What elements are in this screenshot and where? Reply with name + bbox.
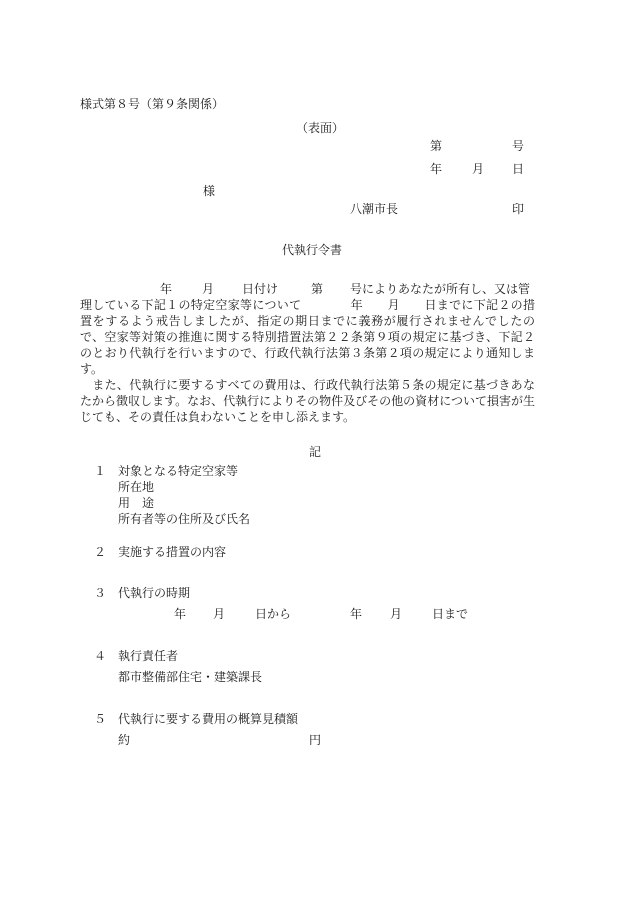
item5-label: 代執行に要する費用の概算見積額	[118, 712, 299, 726]
item5-number: ５	[94, 712, 107, 726]
item1-owner: 所有者等の住所及び氏名	[118, 512, 251, 526]
amount-yen: 円	[309, 733, 322, 747]
item4-value: 都市整備部住宅・建築課長	[118, 670, 263, 684]
document-date-line	[0, 161, 630, 177]
notice-number-prefix: 第	[311, 282, 324, 296]
form-number: 様式第８号（第９条関係）	[80, 97, 225, 111]
period-start-month: 月	[213, 607, 226, 621]
item4-number: ４	[94, 649, 107, 663]
period-start-from: 日から	[255, 607, 292, 621]
recipient-suffix: 様	[203, 184, 216, 198]
item3-label: 代執行の時期	[118, 586, 191, 600]
item3-period-line	[0, 606, 630, 622]
issuer: 八潮市長	[350, 202, 399, 216]
notice-year: 年	[160, 282, 173, 296]
body-first-line	[0, 281, 630, 297]
number-suffix: 号	[512, 139, 525, 153]
document-title: 代執行令書	[282, 243, 343, 257]
period-end-until: 日まで	[432, 607, 469, 621]
side-label: （表面）	[296, 121, 345, 135]
notice-month: 月	[202, 282, 215, 296]
body-paragraph-1: 理している下記１の特定空家等について 年 月 日までに下記２の措置をするよう戒告しましたが、指定の期日までに義務が履行されませんでしたので、空家等対策の推進に関する特別措置法第２２条第９項の規定に基づき、下記２のとおり代執行を行いますので、行政代執行法第３条第２項の規定により通知します。	[80, 298, 535, 376]
date-day: 日	[512, 162, 525, 176]
item1-label: 対象となる特定空家等	[118, 464, 239, 478]
item3-number: ３	[94, 586, 107, 600]
notice-dated: 日付け	[242, 282, 279, 296]
ki-heading: 記	[309, 445, 322, 459]
amount-approx: 約	[118, 733, 131, 747]
date-year: 年	[430, 162, 443, 176]
item1-location: 所在地	[118, 480, 155, 494]
document-number-line	[0, 138, 630, 154]
number-prefix: 第	[430, 139, 443, 153]
period-start-year: 年	[174, 607, 187, 621]
item2-number: ２	[94, 545, 107, 559]
period-end-year: 年	[350, 607, 363, 621]
date-month: 月	[472, 162, 485, 176]
seal-mark: 印	[512, 202, 525, 216]
issuer-line	[0, 201, 630, 217]
notice-line1-rest: 号によりあなたが所有し、又は管	[350, 282, 531, 296]
item1-number: １	[94, 464, 107, 478]
item4-label: 執行責任者	[118, 649, 179, 663]
item5-amount-line	[0, 732, 630, 748]
period-end-month: 月	[390, 607, 403, 621]
item1-use: 用 途	[118, 496, 155, 510]
item2-label: 実施する措置の内容	[118, 545, 227, 559]
body-paragraph-2: また、代執行に要するすべての費用は、行政代執行法第５条の規定に基づきあなたから徴収します。なお、代執行によりその物件及びその他の資材について損害が生じても、その責任は負わないことを申し添えます。	[80, 378, 535, 424]
